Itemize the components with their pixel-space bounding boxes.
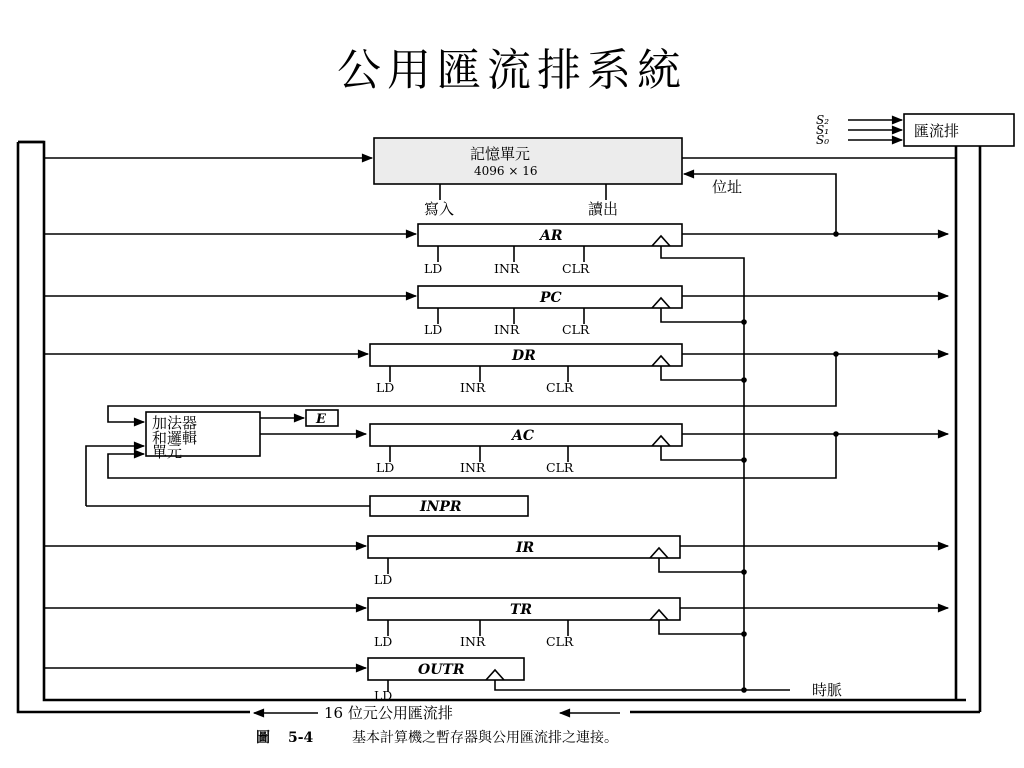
tr-clr: CLR bbox=[546, 634, 574, 649]
alu-line3: 單元 bbox=[152, 443, 183, 461]
bus-select-label: 匯流排 bbox=[914, 122, 960, 140]
tr-inr: INR bbox=[460, 634, 486, 649]
register-ir bbox=[44, 536, 948, 587]
register-dr bbox=[44, 344, 948, 422]
register-pc-label: PC bbox=[540, 290, 562, 306]
register-pc bbox=[44, 286, 948, 337]
pc-clr: CLR bbox=[562, 322, 590, 337]
ac-ld: LD bbox=[376, 460, 395, 475]
caption-number: 5-4 bbox=[288, 730, 314, 746]
dr-ld: LD bbox=[376, 380, 395, 395]
bus-label-row bbox=[250, 704, 630, 722]
clock-label: 時脈 bbox=[812, 681, 843, 699]
pc-inr: INR bbox=[494, 322, 520, 337]
register-ir-label: IR bbox=[516, 540, 535, 556]
ar-clr: CLR bbox=[562, 261, 590, 276]
alu-line2: 和邏輯 bbox=[152, 429, 198, 447]
select-lines bbox=[816, 113, 1014, 147]
memory-address-label: 位址 bbox=[712, 178, 743, 196]
register-outr-label: OUTR bbox=[418, 662, 465, 678]
figure-caption bbox=[256, 729, 618, 746]
ar-ld: LD bbox=[424, 261, 443, 276]
slide-title: 公用匯流排系統 bbox=[337, 45, 687, 96]
register-ar-label: AR bbox=[540, 228, 563, 244]
register-dr-label: DR bbox=[512, 348, 536, 364]
ac-clr: CLR bbox=[546, 460, 574, 475]
alu-line1: 加法器 bbox=[152, 414, 198, 432]
register-ac-label: AC bbox=[512, 428, 535, 444]
caption-text: 基本計算機之暫存器與公用匯流排之連接。 bbox=[352, 730, 618, 746]
tr-ld: LD bbox=[374, 634, 393, 649]
memory-read-label: 讀出 bbox=[588, 200, 619, 218]
outr-ld: LD bbox=[374, 688, 393, 703]
memory-size: 4096 × 16 bbox=[474, 164, 538, 178]
e-flag-label: E bbox=[316, 412, 326, 427]
memory-unit bbox=[44, 138, 956, 234]
memory-write-label: 寫入 bbox=[424, 200, 455, 218]
select-s0-label: S₀ bbox=[816, 133, 830, 147]
alu-unit bbox=[86, 410, 366, 506]
memory-name: 記憶單元 bbox=[470, 145, 531, 163]
register-outr bbox=[44, 658, 842, 703]
select-s1-label: S₁ bbox=[816, 123, 830, 137]
caption-prefix: 圖 bbox=[256, 730, 270, 746]
select-s2-label: S₂ bbox=[816, 113, 830, 127]
register-inpr-label: INPR bbox=[420, 499, 462, 515]
ar-inr: INR bbox=[494, 261, 520, 276]
bus-label: 16 位元公用匯流排 bbox=[324, 704, 453, 722]
ac-inr: INR bbox=[460, 460, 486, 475]
dr-clr: CLR bbox=[546, 380, 574, 395]
ir-ld: LD bbox=[374, 572, 393, 587]
register-inpr bbox=[86, 496, 528, 516]
pc-ld: LD bbox=[424, 322, 443, 337]
register-tr bbox=[44, 598, 948, 649]
register-tr-label: TR bbox=[510, 602, 533, 618]
dr-inr: INR bbox=[460, 380, 486, 395]
